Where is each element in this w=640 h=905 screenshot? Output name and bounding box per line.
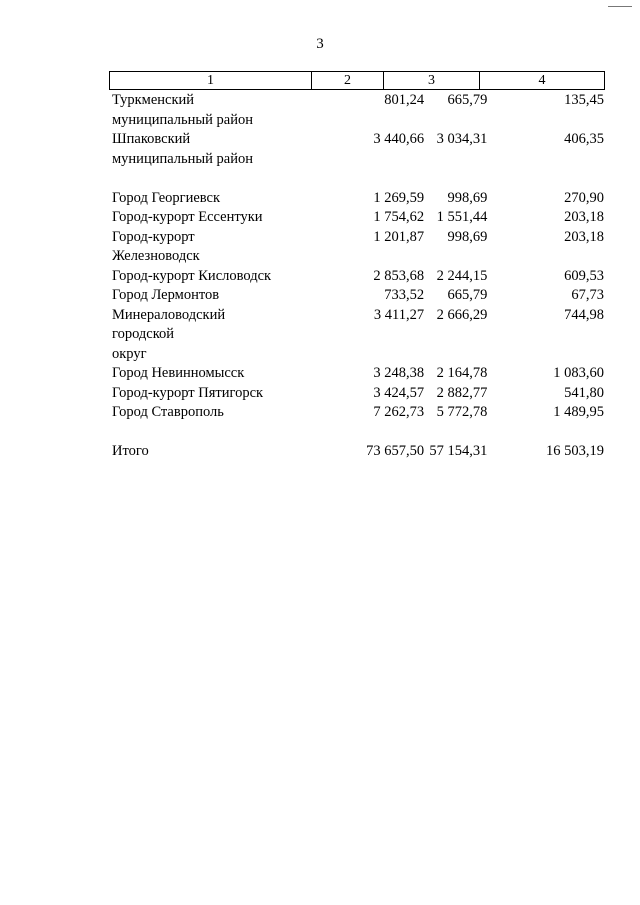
table-row	[109, 403, 604, 423]
cell-col-3: 2 882,77	[436, 384, 488, 401]
header-col-4: 4	[480, 72, 605, 90]
table-row	[109, 306, 604, 365]
row-name	[109, 208, 275, 228]
cell-col-2: 2 853,68	[373, 267, 425, 284]
row-name-line: муниципальный район	[112, 111, 253, 128]
cell-col-2: 1 754,62	[373, 209, 425, 225]
cell-col-4: 1 489,95	[553, 404, 605, 420]
table-row	[109, 208, 604, 228]
cell-col-2: 1 201,87	[373, 228, 425, 245]
row-name	[109, 286, 275, 306]
row-name-line: муниципальный район	[112, 150, 253, 167]
header-col-1: 1	[110, 72, 312, 90]
row-name	[109, 228, 275, 267]
row-name	[109, 442, 275, 462]
table-row	[109, 384, 604, 404]
cell-col-2: 1 269,59	[373, 189, 425, 206]
table-row	[109, 228, 604, 267]
row-name	[109, 403, 275, 423]
row-spacer	[109, 423, 604, 443]
row-name-line: Город-курорт Пятигорск	[112, 384, 264, 401]
row-name-line: Город Ставрополь	[112, 404, 224, 420]
row-name-line: Туркменский	[112, 92, 195, 108]
cell-col-3: 998,69	[447, 228, 488, 245]
cell-col-4: 406,35	[564, 131, 605, 147]
table-row	[109, 364, 604, 384]
cell-col-4: 203,18	[564, 228, 605, 245]
cell-col-4: 203,18	[564, 209, 605, 225]
table-row	[109, 130, 604, 169]
row-name	[109, 91, 275, 130]
table-row	[109, 189, 604, 209]
table-body	[109, 91, 604, 462]
row-name	[109, 364, 275, 384]
cell-col-2: 3 424,57	[373, 384, 425, 401]
cell-col-3: 3 034,31	[436, 131, 488, 147]
cell-col-4: 1 083,60	[553, 365, 605, 381]
cell-col-4: 609,53	[564, 267, 605, 284]
cell-col-3: 665,79	[447, 287, 488, 303]
row-spacer	[109, 169, 604, 189]
row-name-line: округ	[112, 345, 147, 362]
header-col-2: 2	[312, 72, 384, 90]
row-name-line: Минераловодский городской	[112, 306, 226, 342]
cell-col-4: 16 503,19	[546, 443, 605, 459]
corner-mark	[608, 6, 632, 7]
cell-col-2: 801,24	[384, 92, 425, 108]
row-name	[109, 189, 275, 209]
row-name-line: Город Лермонтов	[112, 287, 220, 303]
cell-col-2: 73 657,50	[366, 443, 425, 459]
table-header	[109, 71, 605, 90]
row-name	[109, 306, 275, 365]
cell-col-3: 57 154,31	[429, 443, 488, 459]
row-name	[109, 384, 275, 404]
cell-col-4: 270,90	[564, 189, 605, 206]
row-name-line: Город-курорт Железноводск	[112, 228, 200, 264]
cell-col-4: 135,45	[564, 92, 605, 108]
row-name-line: Город Георгиевск	[112, 189, 221, 206]
cell-col-3: 998,69	[447, 189, 488, 206]
row-name	[109, 267, 275, 287]
cell-col-2: 3 440,66	[373, 131, 425, 147]
cell-col-3: 2 244,15	[436, 267, 488, 284]
cell-col-3: 2 164,78	[436, 365, 488, 381]
row-name-line: Город Невинномысск	[112, 365, 245, 381]
page-number: 3	[316, 36, 324, 52]
cell-col-2: 7 262,73	[373, 404, 425, 420]
cell-col-3: 1 551,44	[436, 209, 488, 225]
total-row	[109, 442, 604, 462]
row-name-line: Город-курорт Кисловодск	[112, 267, 272, 284]
row-name-line: Итого	[112, 443, 149, 459]
row-name	[109, 130, 275, 169]
cell-col-3: 665,79	[447, 92, 488, 108]
cell-col-4: 541,80	[564, 384, 605, 401]
row-name-line: Шпаковский	[112, 131, 191, 147]
table-row	[109, 267, 604, 287]
row-name-line: Город-курорт Ессентуки	[112, 209, 263, 225]
cell-col-3: 5 772,78	[436, 404, 488, 420]
header-row	[110, 72, 605, 90]
cell-col-2: 733,52	[384, 287, 425, 303]
cell-col-3: 2 666,29	[436, 306, 488, 323]
cell-col-2: 3 248,38	[373, 365, 425, 381]
header-col-3: 3	[384, 72, 480, 90]
cell-col-2: 3 411,27	[373, 306, 425, 323]
table-row	[109, 91, 604, 130]
table-row	[109, 286, 604, 306]
cell-col-4: 744,98	[564, 306, 605, 323]
cell-col-4: 67,73	[571, 287, 605, 303]
